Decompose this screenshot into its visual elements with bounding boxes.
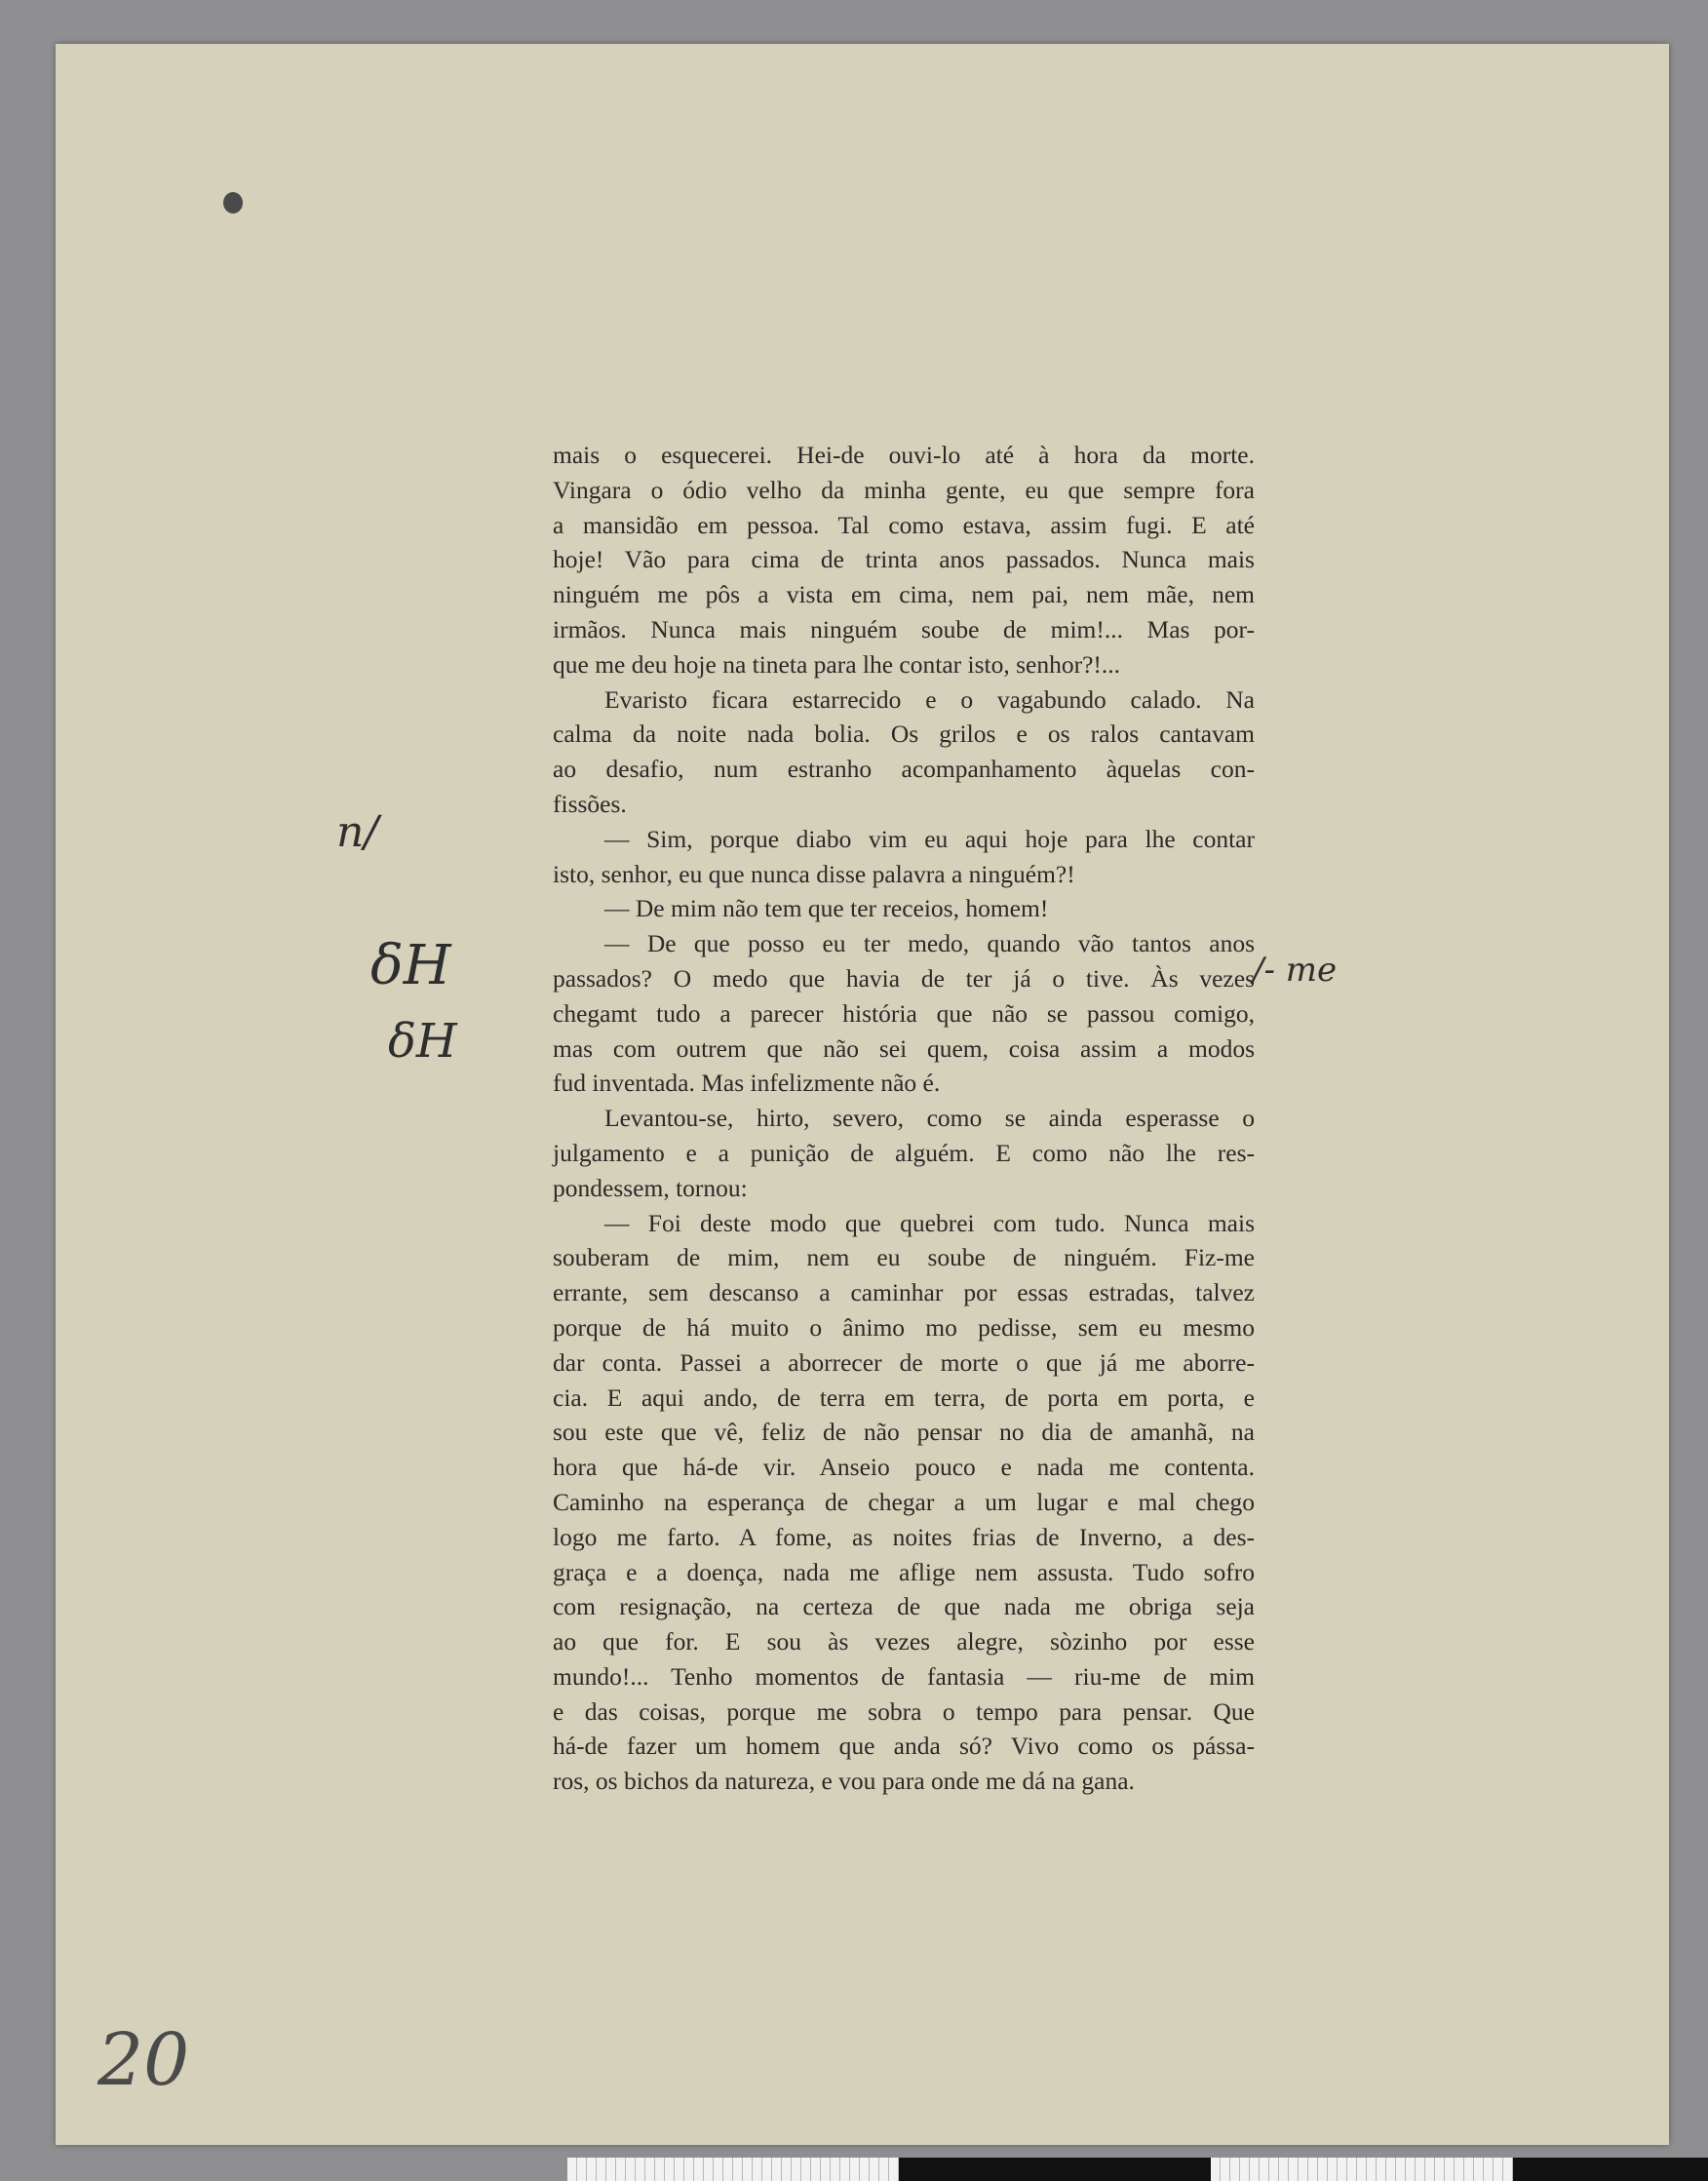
text-line: ao desafio, num estranho acompanhamento àquelas con- [553, 755, 1255, 784]
text-line: Vingara o ódio velho da minha gente, eu que sempre fora [553, 475, 1255, 504]
margin-note: δH [370, 934, 451, 997]
margin-note: n/ [336, 807, 379, 857]
body-text [553, 438, 1255, 1799]
text-line: porque de há muito o ânimo mo pedisse, sem eu mesmo [553, 1312, 1255, 1342]
scale-segment [899, 2158, 1211, 2181]
text-line: sou este que vê, feliz de não pensar no dia de amanhã, na [553, 1418, 1255, 1447]
margin-note: /- me [1253, 951, 1338, 990]
text-line: passados? O medo que havia de ter já o tive. Às vezes [553, 963, 1255, 993]
punch-hole [223, 192, 243, 214]
text-line: julgamento e a punição de alguém. E como não lhe res- [553, 1138, 1255, 1167]
text-line: hoje! Vão para cima de trinta anos passados. Nunca mais [553, 545, 1255, 574]
scale-segment [1513, 2158, 1708, 2181]
text-line: a mansidão em pessoa. Tal como estava, assim fugi. E até [553, 510, 1255, 539]
text-line: Evaristo ficara estarrecido e o vagabundo calado. Na [604, 684, 1255, 714]
scale-segment [567, 2158, 899, 2181]
text-line: Levantou-se, hirto, severo, como se ainda esperasse o [604, 1104, 1255, 1133]
text-line: que me deu hoje na tineta para lhe contar isto, senhor?!... [553, 649, 1121, 679]
text-line: isto, senhor, eu que nunca disse palavra a ninguém?! [553, 859, 1075, 888]
text-line: logo me farto. A fome, as noites frias de Inverno, a des- [553, 1522, 1255, 1551]
text-line: cia. E aqui ando, de terra em terra, de porta em porta, e [553, 1383, 1255, 1412]
text-line: — De mim não tem que ter receios, homem! [604, 894, 1049, 923]
scale-bar [567, 2158, 1708, 2181]
text-line: chegamt tudo a parecer história que não se passou comigo, [553, 998, 1255, 1028]
text-line: ninguém me pôs a vista em cima, nem pai, nem mãe, nem [553, 580, 1255, 609]
scale-segment [1211, 2158, 1513, 2181]
text-line: com resignação, na certeza de que nada me obriga seja [553, 1592, 1255, 1621]
text-line: — De que posso eu ter medo, quando vão tantos anos [604, 929, 1255, 958]
text-line: souberam de mim, nem eu soube de ninguém. Fiz-me [553, 1243, 1255, 1272]
text-line: errante, sem descanso a caminhar por essas estradas, talvez [553, 1278, 1255, 1307]
text-line: dar conta. Passei a aborrecer de morte o que já me aborre- [553, 1347, 1255, 1377]
text-line: hora que há-de vir. Anseio pouco e nada me contenta. [553, 1453, 1255, 1482]
text-line: — Foi deste modo que quebrei com tudo. Nunca mais [604, 1208, 1255, 1237]
page-number: 20 [97, 2018, 190, 2102]
text-line: mas com outrem que não sei quem, coisa assim a modos [553, 1033, 1255, 1063]
text-line: ao que for. E sou às vezes alegre, sòzinho por esse [553, 1627, 1255, 1656]
text-line: ros, os bichos da natureza, e vou para onde me dá na gana. [553, 1767, 1135, 1796]
margin-note: δH [388, 1014, 457, 1069]
document-page [56, 44, 1669, 2145]
text-line: há-de fazer um homem que anda só? Vivo como os pássa- [553, 1732, 1255, 1761]
text-line: e das coisas, porque me sobra o tempo para pensar. Que [553, 1696, 1255, 1726]
text-line: fissões. [553, 789, 627, 818]
text-line: — Sim, porque diabo vim eu aqui hoje para lhe contar [604, 824, 1255, 853]
text-line: Caminho na esperança de chegar a um lugar e mal chego [553, 1487, 1255, 1516]
text-line: pondessem, tornou: [553, 1173, 748, 1202]
text-line: fud inventada. Mas infelizmente não é. [553, 1069, 941, 1098]
text-line: calma da noite nada bolia. Os grilos e os ralos cantavam [553, 720, 1255, 749]
text-line: graça e a doença, nada me aflige nem assusta. Tudo sofro [553, 1557, 1255, 1586]
text-line: mais o esquecerei. Hei-de ouvi-lo até à hora da morte. [553, 441, 1255, 469]
text-line: irmãos. Nunca mais ninguém soube de mim!... Mas por- [553, 614, 1255, 643]
text-line: mundo!... Tenho momentos de fantasia — riu-me de mim [553, 1661, 1255, 1691]
